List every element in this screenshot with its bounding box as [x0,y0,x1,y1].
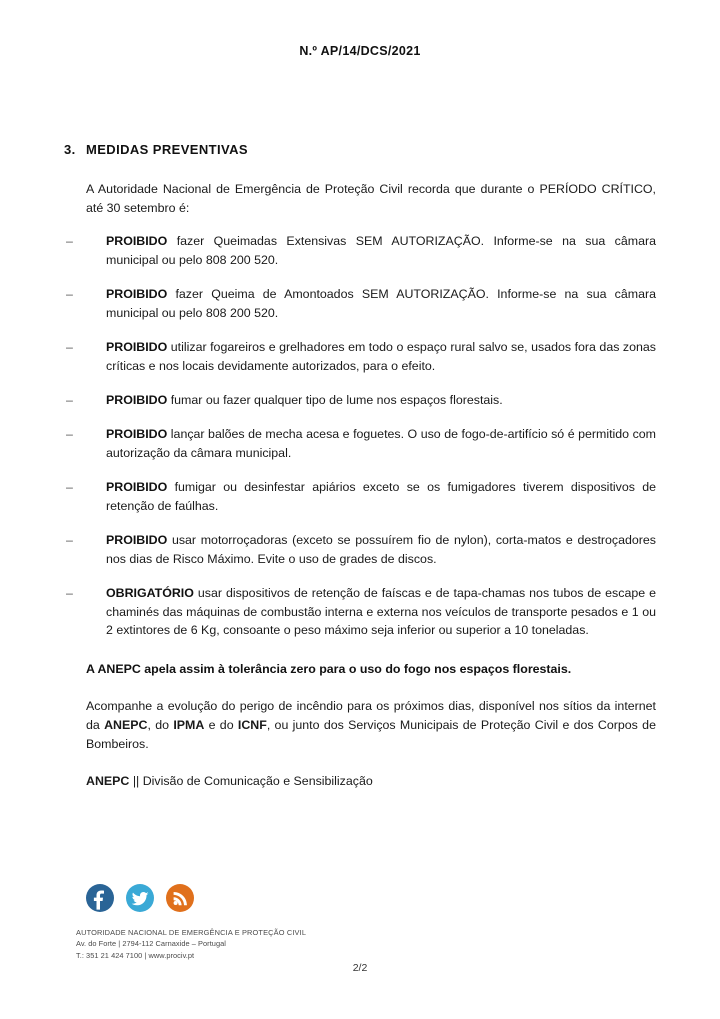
list-item [66,584,656,641]
bullet-dash-icon: – [66,479,73,494]
measure-label: PROIBIDO [106,339,168,354]
section-heading [64,142,248,157]
signature-line [86,772,656,791]
list-item [66,232,656,270]
measure-text: fazer Queimadas Extensivas SEM AUTORIZAÇÃO. Informe-se na sua câmara municipal ou pelo 808 200 520. [106,233,656,267]
list-item [66,478,656,516]
signature-division: Divisão de Comunicação e Sensibilização [142,774,373,789]
measure-text: fumigar ou desinfestar apiários exceto se os fumigadores tiverem dispositivos de retenção de faúlhas. [106,479,656,513]
rss-icon[interactable] [166,884,194,912]
footer-address: Av. do Forte | 2794-112 Carnaxide – Portugal [76,939,226,949]
bullet-dash-icon: – [66,585,73,600]
document-content [66,180,656,791]
list-item [66,531,656,569]
social-links [86,884,194,912]
section-number: 3. [64,142,76,157]
measure-label: PROIBIDO [106,233,168,248]
footer-contact-block [76,927,306,961]
measure-label: PROIBIDO [106,532,168,547]
document-reference: N.º AP/14/DCS/2021 [299,44,421,58]
signature-separator: || [129,774,143,789]
facebook-icon[interactable] [86,884,114,912]
measure-text: usar motorroçadoras (exceto se possuírem fio de nylon), corta-matos e destroçadores nos dias de Risco Máximo. Evite o uso de grades de discos. [106,532,656,566]
footer-contact: T.: 351 21 424 7100 | www.prociv.pt [76,950,195,960]
measure-label: PROIBIDO [106,286,168,301]
measure-label: PROIBIDO [106,426,168,441]
measure-text: usar dispositivos de retenção de faíscas e de tapa-chamas nos tubos de escape e chaminés das máquinas de combustão interna e externa nos veículos de transporte pesados e 1 ou 2 extintores de 6 Kg, consoante o peso máximo seja inferior ou superior a 10 toneladas. [106,585,656,638]
signature-org: ANEPC [86,774,130,789]
closing-text-part4: , ou junto dos Serviços Municipais de Proteção Civil e dos Corpos de Bombeiros. [86,718,656,752]
callout-statement: A ANEPC apela assim à tolerância zero para o uso do fogo nos espaços florestais. [86,662,572,677]
list-item [66,338,656,376]
org-anepc: ANEPC [104,718,148,733]
measure-text: lançar balões de mecha acesa e foguetes. O uso de fogo-de-artifício só é permitido com autorização da câmara municipal. [106,426,656,460]
list-item [66,425,656,463]
closing-text-part2: , do [147,718,174,733]
bullet-dash-icon: – [66,339,73,354]
footer-organization: AUTORIDADE NACIONAL DE EMERGÊNCIA E PROTEÇÃO CIVIL [76,928,307,937]
measure-text: utilizar fogareiros e grelhadores em todo o espaço rural salvo se, usados fora das zonas críticas e nos locais devidamente autorizados, para o efeito. [106,339,656,373]
org-ipma: IPMA [173,718,205,733]
bullet-dash-icon: – [66,392,73,407]
section-title: MEDIDAS PREVENTIVAS [86,142,248,157]
bullet-dash-icon: – [66,286,73,301]
bullet-dash-icon: – [66,233,73,248]
bullet-dash-icon: – [66,426,73,441]
measure-text: fazer Queima de Amontoados SEM AUTORIZAÇÃO. Informe-se na sua câmara municipal ou pelo 808 200 520. [106,286,656,320]
list-item [66,285,656,323]
closing-text-part3: e do [204,718,238,733]
twitter-icon[interactable] [126,884,154,912]
closing-paragraph [86,697,656,754]
measure-label: PROIBIDO [106,479,168,494]
list-item [66,391,656,410]
org-icnf: ICNF [237,718,267,733]
measure-text: fumar ou fazer qualquer tipo de lume nos espaços florestais. [167,392,503,407]
bullet-dash-icon: – [66,532,73,547]
measure-label: PROIBIDO [106,392,168,407]
page-number: 2/2 [352,962,368,974]
intro-paragraph: A Autoridade Nacional de Emergência de Proteção Civil recorda que durante o PERÍODO CRÍTICO, até 30 setembro é: [86,182,656,215]
measure-label: OBRIGATÓRIO [106,585,194,600]
preventive-measures-list [66,232,656,641]
closing-text-part1: Acompanhe a evolução do perigo de incêndio para os próximos dias, disponível nos sítios da internet da [86,699,656,733]
